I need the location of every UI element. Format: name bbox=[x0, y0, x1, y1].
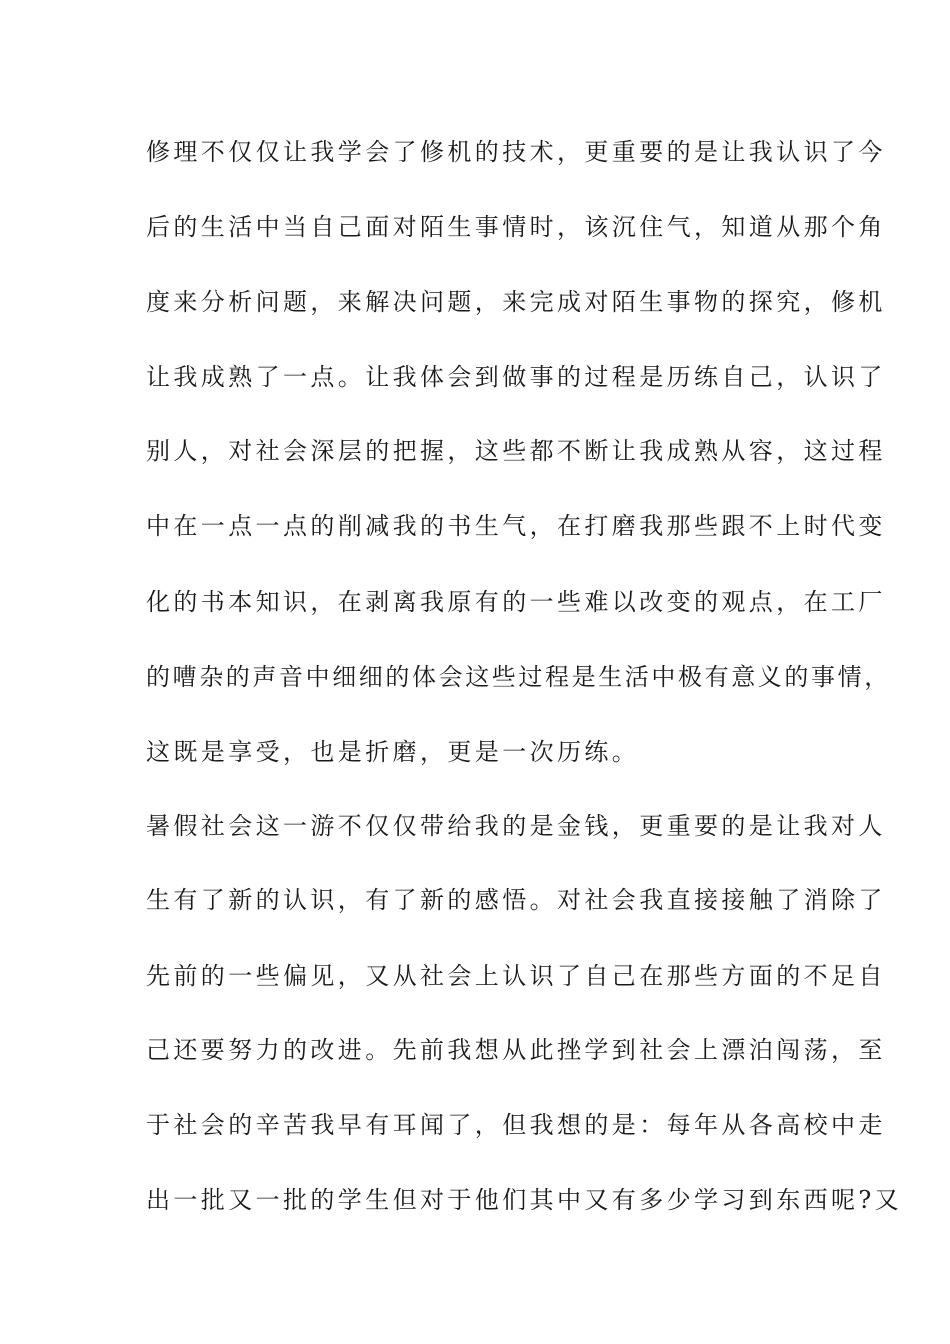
text-line: 这既是享受，也是折磨，更是一次历练。 bbox=[146, 738, 640, 766]
text-line: 出一批又一批的学生但对于他们其中又有多少学习到东西呢?又 bbox=[146, 1186, 903, 1214]
text-line: 中在一点一点的削减我的书生气，在打磨我那些跟不上时代变 bbox=[146, 512, 886, 540]
text-line: 后的生活中当自己面对陌生事情时，该沉住气，知道从那个角 bbox=[146, 213, 886, 241]
text-line: 度来分析问题，来解决问题，来完成对陌生事物的探究，修机 bbox=[146, 288, 886, 316]
text-line: 修理不仅仅让我学会了修机的技术，更重要的是让我认识了今 bbox=[146, 138, 886, 166]
text-line: 先前的一些偏见，又从社会上认识了自己在那些方面的不足自 bbox=[146, 962, 886, 990]
text-line: 生有了新的认识，有了新的感悟。对社会我直接接触了消除了 bbox=[146, 886, 886, 914]
text-line: 己还要努力的改进。先前我想从此挫学到社会上漂泊闯荡，至 bbox=[146, 1036, 886, 1064]
text-line: 的嘈杂的声音中细细的体会这些过程是生活中极有意义的事情， bbox=[146, 663, 891, 691]
text-line: 化的书本知识，在剥离我原有的一些难以改变的观点，在工厂 bbox=[146, 588, 886, 616]
text-line: 于社会的辛苦我早有耳闻了，但我想的是：每年从各高校中走 bbox=[146, 1111, 886, 1139]
text-line: 让我成熟了一点。让我体会到做事的过程是历练自己，认识了 bbox=[146, 363, 886, 391]
text-line: 暑假社会这一游不仅仅带给我的是金钱，更重要的是让我对人 bbox=[146, 812, 886, 840]
text-line: 别人，对社会深层的把握，这些都不断让我成熟从容，这过程 bbox=[146, 437, 886, 465]
